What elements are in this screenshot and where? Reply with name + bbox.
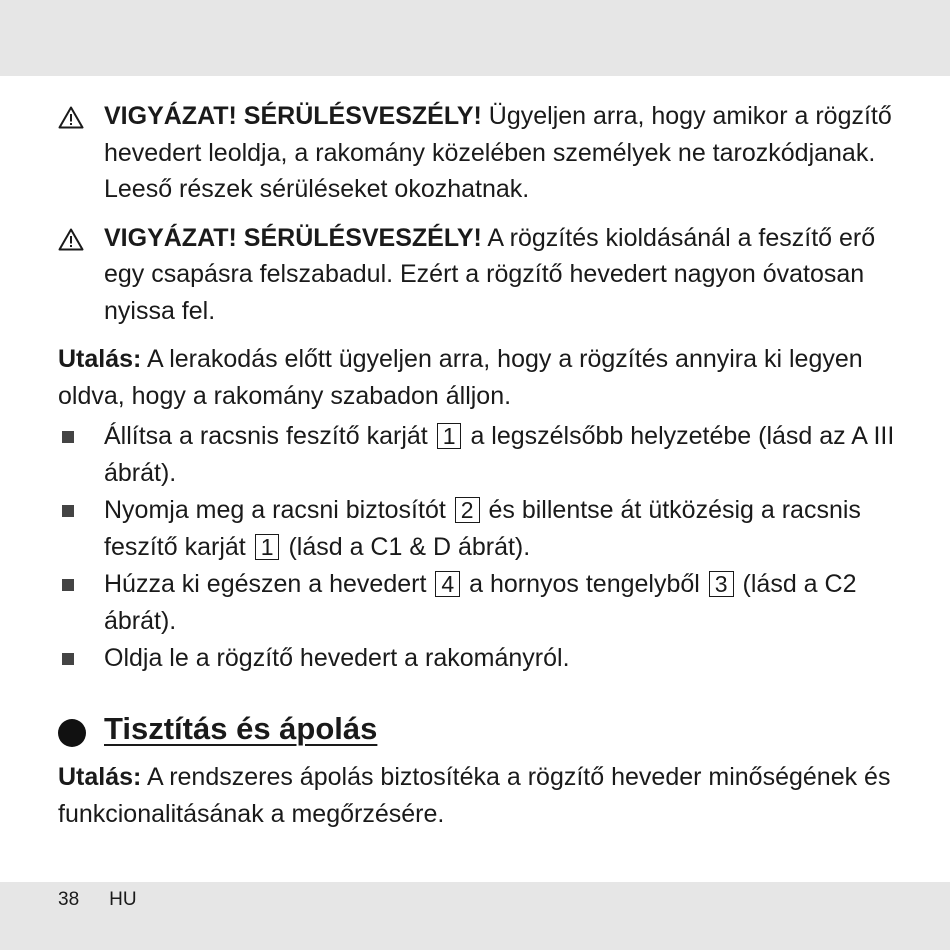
- document-body: [58, 98, 904, 836]
- part-reference-number: 1: [255, 534, 280, 560]
- warning-block-2: [58, 220, 904, 330]
- note-text: A rendszeres ápolás biztosítéka a rögzítő heveder minőségének és funkcionalitásának a megőrzésére.: [58, 763, 891, 828]
- list-item: [58, 418, 904, 491]
- list-item-text: Nyomja meg a racsni biztosítót: [104, 496, 446, 524]
- list-item-text: a legszélsőbb helyzetébe (lásd az A III ábrát).: [104, 422, 895, 487]
- section-heading: [58, 711, 904, 750]
- bullet-dot-icon: [58, 719, 86, 747]
- note-text: A lerakodás előtt ügyeljen arra, hogy a rögzítés annyira ki legyen oldva, hogy a rakomány szabadon álljon.: [58, 345, 863, 410]
- page-footer: [58, 889, 167, 911]
- warning-text: A rögzítés kioldásánál a feszítő erő egy csapásra felszabadul. Ezért a rögzítő hevedert nagyon óvatosan nyissa fel.: [104, 223, 876, 325]
- note-paragraph-1: [58, 341, 904, 414]
- list-item-text: (lásd a C2 ábrát).: [104, 570, 857, 635]
- list-item-text: Oldja le a rögzítő hevedert a rakományról.: [104, 644, 570, 672]
- language-code: HU: [109, 889, 137, 910]
- part-reference-number: 4: [435, 571, 460, 597]
- list-item: [58, 566, 904, 639]
- list-item-text: (lásd a C1 & D ábrát).: [288, 532, 531, 561]
- part-reference-number: 3: [709, 571, 734, 597]
- part-reference-number: 1: [437, 423, 462, 449]
- bullet-square-icon: [62, 653, 74, 665]
- part-reference-number: 2: [455, 497, 480, 523]
- page-number: 38: [58, 889, 80, 910]
- note-label: Utalás:: [58, 763, 142, 791]
- section-title: Tisztítás és ápolás: [104, 710, 378, 746]
- warning-block-1: [58, 98, 904, 208]
- warning-triangle-icon: [58, 106, 84, 129]
- warning-text: Ügyeljen arra, hogy amikor a rögzítő hevedert leoldja, a rakomány közelében személyek ne tarozkódjanak. Leeső részek sérüléseket okozhatnak.: [104, 102, 892, 203]
- bullet-square-icon: [62, 505, 74, 517]
- warning-label: VIGYÁZAT! SÉRÜLÉSVESZÉLY!: [104, 102, 482, 130]
- note-label: Utalás:: [58, 345, 142, 373]
- bullet-square-icon: [62, 579, 74, 591]
- warning-label: VIGYÁZAT! SÉRÜLÉSVESZÉLY!: [104, 223, 482, 252]
- list-item: [58, 492, 904, 565]
- note-paragraph-2: [58, 759, 904, 832]
- bullet-square-icon: [62, 431, 74, 443]
- list-item: [58, 640, 904, 677]
- header-band: [0, 0, 950, 76]
- list-item-text: Állítsa a racsnis feszítő karját: [104, 422, 428, 450]
- warning-triangle-icon: [58, 228, 84, 251]
- list-item-text: Húzza ki egészen a hevedert: [104, 570, 427, 598]
- list-item-text: és billentse át ütközésig a racsnis feszítő karját: [104, 496, 861, 561]
- list-item-text: a hornyos tengelyből: [469, 570, 700, 598]
